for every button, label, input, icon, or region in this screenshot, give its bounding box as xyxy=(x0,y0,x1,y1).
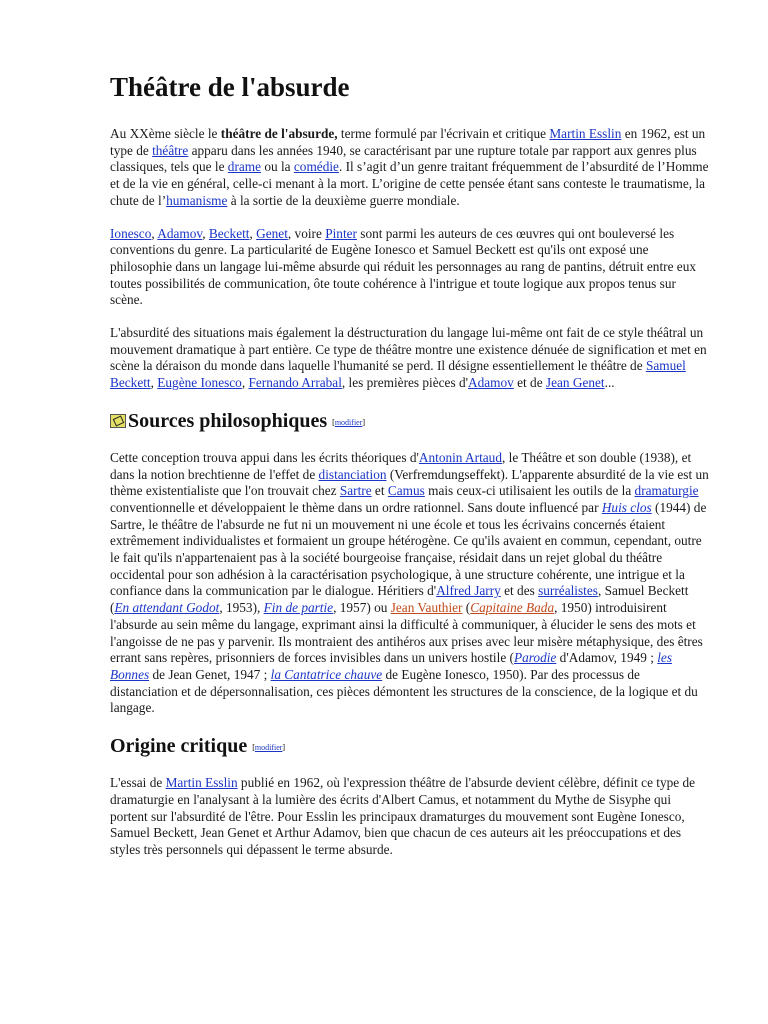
edit-link-wrapper: [modifier] xyxy=(332,417,366,427)
article xyxy=(110,70,710,875)
bold-term: théâtre de l'absurde, xyxy=(220,126,338,141)
link-capitaine-bada[interactable]: Capitaine Bada xyxy=(470,600,555,616)
text: conventionnelle et développaient le thème dans un ordre rationnel. Sans doute influencé par xyxy=(110,499,602,515)
text: d'Adamov, 1949 ; xyxy=(556,650,658,666)
text: , xyxy=(150,375,158,391)
link-jean-vauthier[interactable]: Jean Vauthier xyxy=(390,600,463,616)
origine-paragraph xyxy=(110,775,710,859)
link-parodie[interactable]: Parodie xyxy=(513,650,557,666)
text: , 1953), xyxy=(219,600,264,616)
section-title: Origine critique xyxy=(110,735,248,758)
text: et xyxy=(371,483,388,499)
text: , voire xyxy=(287,225,326,241)
authors-paragraph xyxy=(110,226,710,310)
text: L'essai de xyxy=(110,775,166,791)
link-genet[interactable]: Genet xyxy=(256,225,288,241)
section-title: Sources philosophiques xyxy=(128,409,328,432)
text: publié en 1962, où l'expression théâtre de l'absurde devient célèbre, définit ce type de dramaturgie en l'analysant à la lumière des écrits d'Albert Camus, et notamment du Mythe de Sisyphe qui portent sur l'absurdité de l'être. Pour Esslin les principaux dramaturges du mouvement sont Eugène Ionesco, Samuel Beckett, Jean Genet et Arthur Adamov, bien que chacun de ces auteurs ait les préoccupations et des styles très personnels qui dépassent le terme absurde. xyxy=(110,775,696,857)
text: , xyxy=(202,225,209,241)
link-eugene-ionesco[interactable]: Eugène Ionesco xyxy=(157,375,242,391)
edit-link[interactable]: modifier xyxy=(334,417,363,427)
text: apparu dans les années 1940, se caractérisant par une rupture totale par rapport aux genres plus classiques, tels que le xyxy=(110,142,697,175)
text: (1944) de Sartre, le théâtre de l'absurde ne fut ni un mouvement ni une école et tous les écrivains concernés étaient extrêmement individualistes et formaient un groupe hétérogène. Ce qu'ils avaient en commun, cependant, outre le fait qu'ils n'appartenaient pas à la société bourgeoise française, résidait dans un rejet global du théâtre occidental pour son adhésion à la caractérisation psychologique, à une structure cohérente, une intrigue et la confiance dans la communication par le dialogue. Héritiers d' xyxy=(110,499,707,599)
link-martin-esslin-2[interactable]: Martin Esslin xyxy=(165,775,238,791)
link-adamov[interactable]: Adamov xyxy=(157,225,203,241)
edit-icon[interactable] xyxy=(110,414,126,428)
section-heading-origine xyxy=(110,733,710,759)
section-heading-sources xyxy=(110,408,710,434)
link-comedie[interactable]: comédie xyxy=(293,159,339,175)
page-title: Théâtre de l'absurde xyxy=(110,72,350,102)
text: Au XXème siècle le xyxy=(110,126,221,141)
link-martin-esslin[interactable]: Martin Esslin xyxy=(549,126,622,141)
text: , 1950) introduisirent l'absurde au sein même du langage, exprimant ainsi la difficulté à communiquer, à élucider le sens des mots et l'angoisse de ne pas y parvenir. Ils montraient des antihéros aux prises avec leur misère métaphysique, des êtres errant sans repères, prisonniers de forces invisibles dans un univers hostile ( xyxy=(110,600,703,666)
edit-link-wrapper: [modifier] xyxy=(252,743,286,753)
intro-paragraph xyxy=(110,126,710,210)
text: ou la xyxy=(261,159,294,175)
link-la-cantatrice-chauve[interactable]: la Cantatrice chauve xyxy=(270,666,383,682)
link-antonin-artaud[interactable]: Antonin Artaud xyxy=(418,449,502,465)
link-pinter[interactable]: Pinter xyxy=(325,225,357,241)
link-ionesco[interactable]: Ionesco xyxy=(110,225,152,241)
link-dramaturgie[interactable]: dramaturgie xyxy=(634,483,699,499)
text: , xyxy=(151,225,158,241)
text: , 1957) ou xyxy=(333,600,391,616)
text: en 1962, est un type de xyxy=(110,126,706,158)
text: à la sortie de la deuxième guerre mondiale. xyxy=(227,192,460,208)
link-fernando-arrabal[interactable]: Fernando Arrabal xyxy=(248,375,342,391)
link-drame[interactable]: drame xyxy=(227,159,262,175)
link-adamov-2[interactable]: Adamov xyxy=(468,375,514,391)
text: , Samuel Beckett ( xyxy=(110,583,689,616)
text: de Eugène Ionesco, 1950). Par des processus de distanciation et de dépersonnalisation, ces pièces démontent les structures de la conscience, de la logique et du langage. xyxy=(110,666,698,716)
text: . Il s’agit d’un genre traitant fréquemment de l’absurdité de l’Homme et de la vie en général, celle-ci menant à la mort. L’origine de cette pensée étant sans conteste le traumatisme, la chute de l’ xyxy=(110,159,709,208)
text: , xyxy=(241,375,249,391)
text: (Verfremdungseffekt). L'apparente absurdité de la vie est un thème existentialiste que l'on trouvait chez xyxy=(110,466,709,499)
link-alfred-jarry[interactable]: Alfred Jarry xyxy=(436,583,501,599)
text: terme formulé par l'écrivain et critique xyxy=(337,126,550,141)
text: , xyxy=(249,225,257,241)
text: ( xyxy=(462,600,471,616)
link-fin-de-partie[interactable]: Fin de partie xyxy=(263,600,334,616)
link-en-attendant-godot[interactable]: En attendant Godot xyxy=(114,600,220,616)
link-beckett[interactable]: Beckett xyxy=(208,225,250,241)
link-jean-genet[interactable]: Jean Genet xyxy=(545,375,605,391)
text: et de xyxy=(513,375,546,391)
link-les-bonnes[interactable]: les Bonnes xyxy=(110,650,673,682)
link-sartre[interactable]: Sartre xyxy=(339,483,372,499)
sources-paragraph xyxy=(110,450,710,717)
edit-link[interactable]: modifier xyxy=(254,743,283,753)
text: , le Théâtre et son double (1938), et dans la notion brechtienne de l'effet de xyxy=(110,449,692,482)
link-samuel-beckett[interactable]: Samuel Beckett xyxy=(110,358,686,391)
link-theatre[interactable]: théâtre xyxy=(152,142,189,158)
text: Cette conception trouva appui dans les écrits théoriques d' xyxy=(110,449,419,465)
text: , les premières pièces d' xyxy=(341,375,468,391)
text: mais ceux-ci utilisaient les outils de la xyxy=(424,483,635,499)
link-humanisme[interactable]: humanisme xyxy=(166,192,228,208)
text: de Jean Genet, 1947 ; xyxy=(149,666,271,682)
absurdity-paragraph xyxy=(110,325,710,392)
text: L'absurdité des situations mais également la déstructuration du langage lui-même ont fait de ce style théâtral un mouvement dramatique à part entière. Ce type de théâtre montre une existence dénuée de signification et met en scène la déraison du monde dans laquelle l'humanité se perd. Il désigne essentiellement le théâtre de xyxy=(110,325,707,374)
text: et des xyxy=(500,583,539,599)
link-huis-clos[interactable]: Huis clos xyxy=(601,499,652,515)
link-camus[interactable]: Camus xyxy=(387,483,425,499)
text: sont parmi les auteurs de ces œuvres qui ont bouleversé les conventions du genre. La particularité de Eugène Ionesco et Samuel Beckett est qu'ils ont exposé une philosophie dans un langage lui-même absurde qui réduit les personnages au rang de pantins, détruit entre eux toutes possibilités de communication, ôte toute cohérence à l'intrigue et toute logique aux propos tenus sur scène. xyxy=(110,225,697,308)
text: ... xyxy=(604,375,615,391)
link-distanciation[interactable]: distanciation xyxy=(318,466,387,482)
link-surrealistes[interactable]: surréalistes xyxy=(538,583,598,599)
